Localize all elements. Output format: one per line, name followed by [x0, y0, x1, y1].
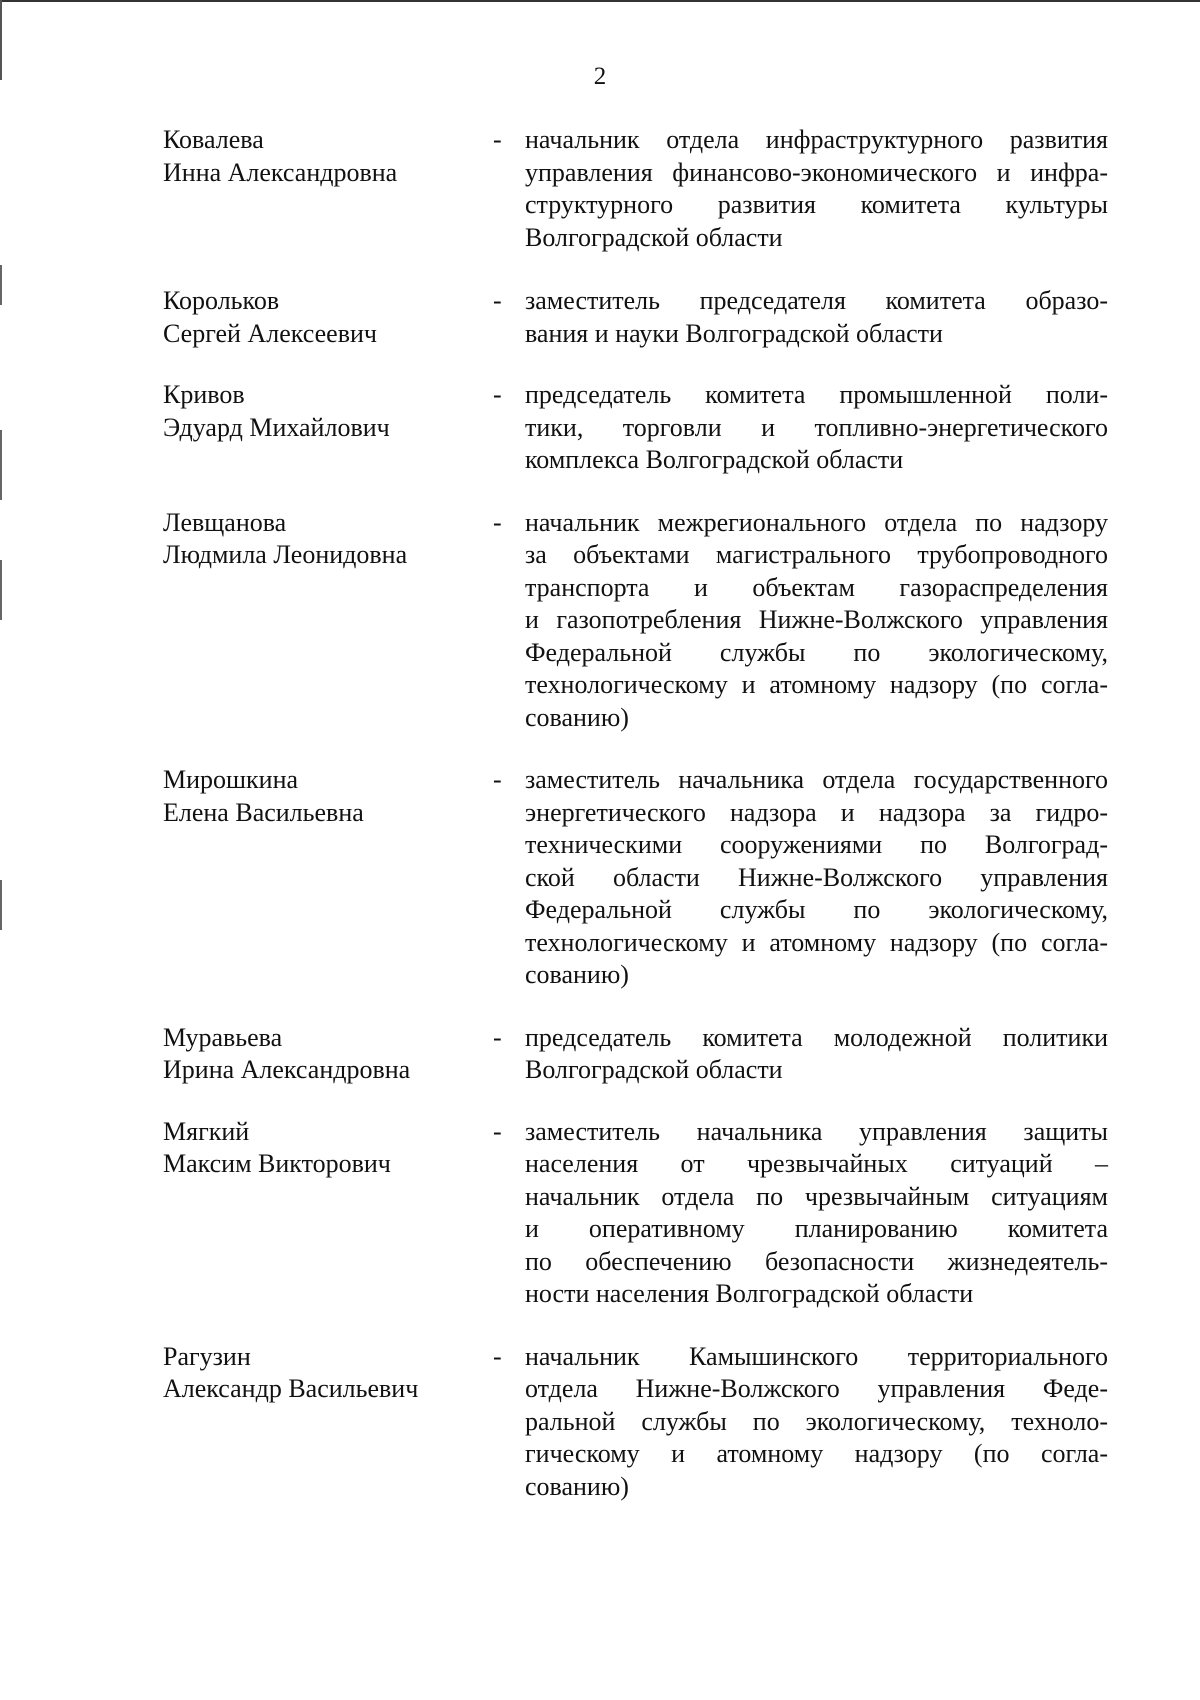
position-line: Волгоградской области — [525, 222, 783, 252]
position-line: ности населения Волгоградской области — [525, 1279, 974, 1308]
roster-entry-krivov — [163, 379, 1108, 477]
position-line: энергетического надзора и надзора за гидро- — [525, 797, 1108, 827]
separator-dash: - — [493, 765, 502, 794]
roster-entry-korolkov — [163, 285, 1108, 350]
member-surname: Рагузин — [163, 1341, 251, 1371]
position-line: технологическому и атомному надзору (по согла- — [525, 927, 1108, 957]
roster-entry-muravyeva — [163, 1022, 1108, 1087]
separator-dash: - — [493, 1116, 502, 1146]
member-given-names: Ирина Александровна — [163, 1055, 411, 1084]
roster-entry-myagkiy — [163, 1116, 1108, 1311]
position-line: и газопотребления Нижне-Волжского управления — [525, 605, 1108, 634]
separator-dash: - — [493, 1022, 502, 1052]
member-roster — [163, 124, 1108, 1503]
member-name — [163, 507, 493, 572]
member-name — [163, 124, 493, 189]
member-given-names: Елена Васильевна — [163, 797, 364, 827]
member-position — [525, 764, 1108, 992]
position-line: тики, торговли и топливно-энергетического — [525, 412, 1108, 442]
roster-entry-raguzin — [163, 1341, 1108, 1504]
position-line: сованию) — [525, 1471, 629, 1501]
member-surname: Мягкий — [163, 1116, 250, 1146]
position-line: населения от чрезвычайных ситуаций – — [525, 1149, 1108, 1178]
member-name — [163, 1116, 493, 1181]
member-given-names: Александр Васильевич — [163, 1374, 419, 1403]
roster-entry-levshchanova — [163, 507, 1108, 735]
separator-dash: - — [493, 380, 502, 409]
member-position — [525, 1341, 1108, 1504]
member-name — [163, 379, 493, 444]
member-name — [163, 285, 493, 350]
position-line: сованию) — [525, 960, 629, 989]
scan-mark — [0, 430, 2, 500]
position-line: Федеральной службы по экологическому, — [525, 895, 1108, 924]
position-line: ской области Нижне-Волжского управления — [525, 862, 1108, 892]
roster-entry-miroshkina — [163, 764, 1108, 992]
position-line: управления финансово-экономического и инфра- — [525, 157, 1108, 187]
member-surname: Мирошкина — [163, 765, 299, 794]
position-line: начальник межрегионального отдела по надзору — [525, 507, 1108, 537]
scan-edge-top — [0, 0, 1200, 2]
member-surname: Кривов — [163, 380, 245, 409]
member-surname: Муравьева — [163, 1022, 283, 1052]
member-given-names: Сергей Алексеевич — [163, 318, 377, 348]
member-position — [525, 1116, 1108, 1311]
scan-mark — [0, 265, 2, 305]
scan-mark — [0, 560, 2, 620]
separator-dash: - — [493, 286, 502, 315]
position-line: Федеральной службы по экологическому, — [525, 637, 1108, 667]
position-line: заместитель начальника управления защиты — [525, 1116, 1108, 1146]
separator-dash: - — [493, 125, 502, 154]
position-line: ральной службы по экологическому, техноло- — [525, 1406, 1108, 1436]
position-line: начальник отдела по чрезвычайным ситуациям — [525, 1181, 1108, 1211]
scan-mark — [0, 880, 2, 930]
position-line: отдела Нижне-Волжского управления Феде- — [525, 1374, 1108, 1403]
position-line: структурного развития комитета культуры — [525, 190, 1108, 219]
member-position — [525, 285, 1108, 350]
member-given-names: Максим Викторович — [163, 1149, 391, 1178]
member-surname: Ковалева — [163, 125, 264, 154]
roster-entry-kovaleva — [163, 124, 1108, 254]
member-name — [163, 764, 493, 829]
member-position — [525, 379, 1108, 477]
position-line: техническими сооружениями по Волгоград- — [525, 830, 1108, 859]
member-name — [163, 1341, 493, 1406]
position-line: сованию) — [525, 702, 629, 732]
position-line: Волгоградской области — [525, 1055, 783, 1084]
position-line: комплекса Волгоградской области — [525, 445, 904, 474]
position-line: председатель комитета промышленной поли- — [525, 380, 1108, 409]
member-surname: Левщанова — [163, 507, 287, 537]
position-line: и оперативному планированию комитета — [525, 1214, 1108, 1243]
position-line: заместитель председателя комитета образо- — [525, 286, 1108, 315]
member-surname: Корольков — [163, 286, 280, 315]
position-line: технологическому и атомному надзору (по согла- — [525, 670, 1108, 699]
position-line: заместитель начальника отдела государственного — [525, 765, 1108, 794]
position-line: начальник отдела инфраструктурного развития — [525, 125, 1108, 154]
member-position — [525, 507, 1108, 735]
member-position — [525, 1022, 1108, 1087]
separator-dash: - — [493, 507, 502, 537]
member-given-names: Людмила Леонидовна — [163, 540, 408, 569]
separator-dash: - — [493, 1341, 502, 1371]
position-line: за объектами магистрального трубопроводного — [525, 540, 1108, 569]
member-position — [525, 124, 1108, 254]
position-line: начальник Камышинского территориального — [525, 1341, 1108, 1371]
position-line: председатель комитета молодежной политики — [525, 1022, 1108, 1052]
position-line: гическому и атомному надзору (по согла- — [525, 1439, 1108, 1468]
member-name — [163, 1022, 493, 1087]
position-line: по обеспечению безопасности жизнедеятель- — [525, 1246, 1108, 1276]
position-line: вания и науки Волгоградской области — [525, 318, 943, 348]
member-given-names: Эдуард Михайлович — [163, 412, 390, 442]
member-given-names: Инна Александровна — [163, 157, 398, 187]
page-number: 2 — [593, 63, 607, 90]
position-line: транспорта и объектам газораспределения — [525, 572, 1108, 602]
